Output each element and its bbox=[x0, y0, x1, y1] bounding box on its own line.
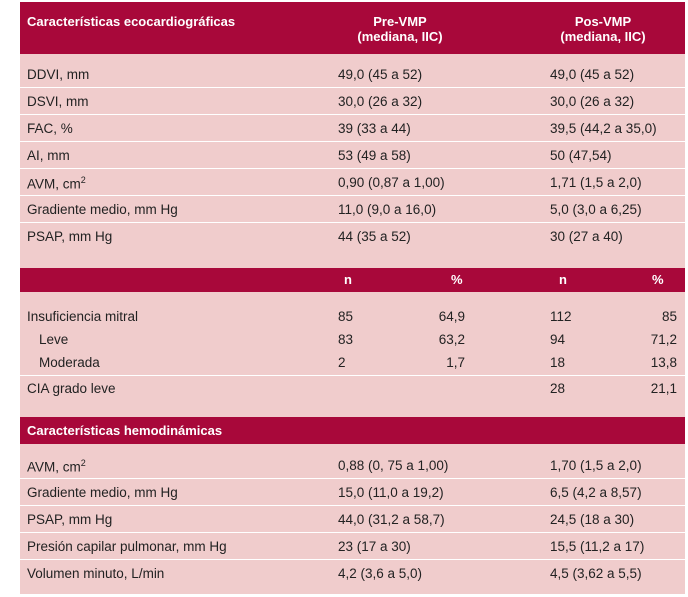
row-label: DDVI, mm bbox=[27, 67, 90, 82]
hemo-header-label: Características hemodinámicas bbox=[27, 423, 223, 438]
pre-vmp-header bbox=[340, 14, 460, 44]
row-label bbox=[27, 458, 86, 475]
table-row bbox=[20, 144, 685, 169]
row-label: AI, mm bbox=[27, 148, 70, 163]
pre-value: 0,90 (0,87 a 1,00) bbox=[338, 175, 445, 190]
pre-value: 4,2 (3,6 a 5,0) bbox=[338, 566, 423, 581]
pct-pos-value: 13,8 bbox=[650, 355, 677, 370]
pre-value: 49,0 (45 a 52) bbox=[338, 67, 423, 82]
table-row bbox=[20, 63, 685, 88]
superscript: 2 bbox=[80, 458, 86, 468]
row-label-text: AVM, cm bbox=[27, 176, 81, 192]
counts-header bbox=[20, 268, 685, 292]
results-table bbox=[20, 2, 685, 594]
pre-value: 23 (17 a 30) bbox=[338, 539, 411, 554]
row-label: Moderada bbox=[39, 355, 100, 370]
n-pre-value: 2 bbox=[338, 355, 346, 370]
pre-value: 30,0 (26 a 32) bbox=[338, 94, 423, 109]
table-row bbox=[20, 508, 685, 533]
pos-value: 15,5 (11,2 a 17) bbox=[550, 539, 645, 554]
pre-value: 44,0 (31,2 a 58,7) bbox=[338, 512, 445, 527]
pos-value: 30,0 (26 a 32) bbox=[550, 94, 635, 109]
pct-pre-header: % bbox=[451, 272, 463, 287]
superscript: 2 bbox=[80, 175, 86, 185]
n-pos-value: 94 bbox=[550, 332, 566, 347]
pre-value: 15,0 (11,0 a 19,2) bbox=[338, 485, 444, 500]
n-pos-header: n bbox=[559, 272, 567, 287]
n-pre-header: n bbox=[344, 272, 352, 287]
table-row bbox=[20, 117, 685, 142]
row-label: Leve bbox=[39, 332, 69, 347]
n-pre-value: 83 bbox=[338, 332, 354, 347]
pos-value: 39,5 (44,2 a 35,0) bbox=[550, 121, 657, 136]
pos-value: 50 (47,54) bbox=[550, 148, 612, 163]
pre-value: 39 (33 a 44) bbox=[338, 121, 411, 136]
pos-value: 4,5 (3,62 a 5,5) bbox=[550, 566, 642, 581]
row-label: PSAP, mm Hg bbox=[27, 512, 113, 527]
n-pos-value: 18 bbox=[550, 355, 566, 370]
table-row bbox=[20, 454, 685, 479]
table-row bbox=[20, 377, 685, 402]
table-row bbox=[20, 535, 685, 560]
pct-pos-value: 71,2 bbox=[650, 332, 677, 347]
pos-value: 1,71 (1,5 a 2,0) bbox=[550, 175, 642, 190]
pos-value: 24,5 (18 a 30) bbox=[550, 512, 635, 527]
pos-vmp-header bbox=[543, 14, 663, 44]
row-label bbox=[27, 175, 86, 192]
row-label: DSVI, mm bbox=[27, 94, 89, 109]
table-row bbox=[20, 198, 685, 223]
pct-pos-value: 85 bbox=[661, 309, 677, 324]
row-label: Gradiente medio, mm Hg bbox=[27, 485, 178, 500]
n-pos-value: 28 bbox=[550, 381, 566, 396]
hemo-header bbox=[20, 417, 685, 444]
pre-value: 0,88 (0, 75 a 1,00) bbox=[338, 458, 449, 473]
row-label: FAC, % bbox=[27, 121, 73, 136]
pct-pre-value: 63,2 bbox=[438, 332, 465, 347]
table-row bbox=[20, 328, 685, 353]
pre-vmp-header-line1: Pre-VMP bbox=[373, 14, 427, 29]
n-pre-value: 85 bbox=[338, 309, 354, 324]
row-label: Insuficiencia mitral bbox=[27, 309, 139, 324]
pct-pos-value: 21,1 bbox=[650, 381, 677, 396]
pre-vmp-header-line2: (mediana, IIC) bbox=[357, 29, 443, 44]
row-label: CIA grado leve bbox=[27, 381, 116, 396]
row-label-text: AVM, cm bbox=[27, 459, 81, 475]
table-row bbox=[20, 562, 685, 587]
pos-value: 1,70 (1,5 a 2,0) bbox=[550, 458, 642, 473]
row-label: Gradiente medio, mm Hg bbox=[27, 202, 178, 217]
pos-vmp-header-line1: Pos-VMP bbox=[574, 14, 632, 29]
echo-header-label: Características ecocardiográficas bbox=[27, 14, 236, 29]
pos-value: 49,0 (45 a 52) bbox=[550, 67, 635, 82]
table-row bbox=[20, 481, 685, 506]
table-row bbox=[20, 351, 685, 376]
row-label: Volumen minuto, L/min bbox=[27, 566, 165, 581]
row-label: Presión capilar pulmonar, mm Hg bbox=[27, 539, 227, 554]
pos-value: 30 (27 a 40) bbox=[550, 229, 623, 244]
pct-pre-value: 64,9 bbox=[438, 309, 465, 324]
n-pos-value: 112 bbox=[550, 309, 572, 324]
pct-pre-value: 1,7 bbox=[446, 355, 465, 370]
table-row bbox=[20, 305, 685, 330]
echo-header bbox=[20, 2, 685, 54]
pre-value: 44 (35 a 52) bbox=[338, 229, 411, 244]
pos-value: 6,5 (4,2 a 8,57) bbox=[550, 485, 642, 500]
pre-value: 11,0 (9,0 a 16,0) bbox=[338, 202, 437, 217]
pos-value: 5,0 (3,0 a 6,25) bbox=[550, 202, 642, 217]
table-row bbox=[20, 90, 685, 115]
table-row bbox=[20, 225, 685, 250]
row-label: PSAP, mm Hg bbox=[27, 229, 113, 244]
pos-vmp-header-line2: (mediana, IIC) bbox=[560, 29, 646, 44]
table-row bbox=[20, 171, 685, 196]
pre-value: 53 (49 a 58) bbox=[338, 148, 411, 163]
pct-pos-header: % bbox=[652, 272, 664, 287]
